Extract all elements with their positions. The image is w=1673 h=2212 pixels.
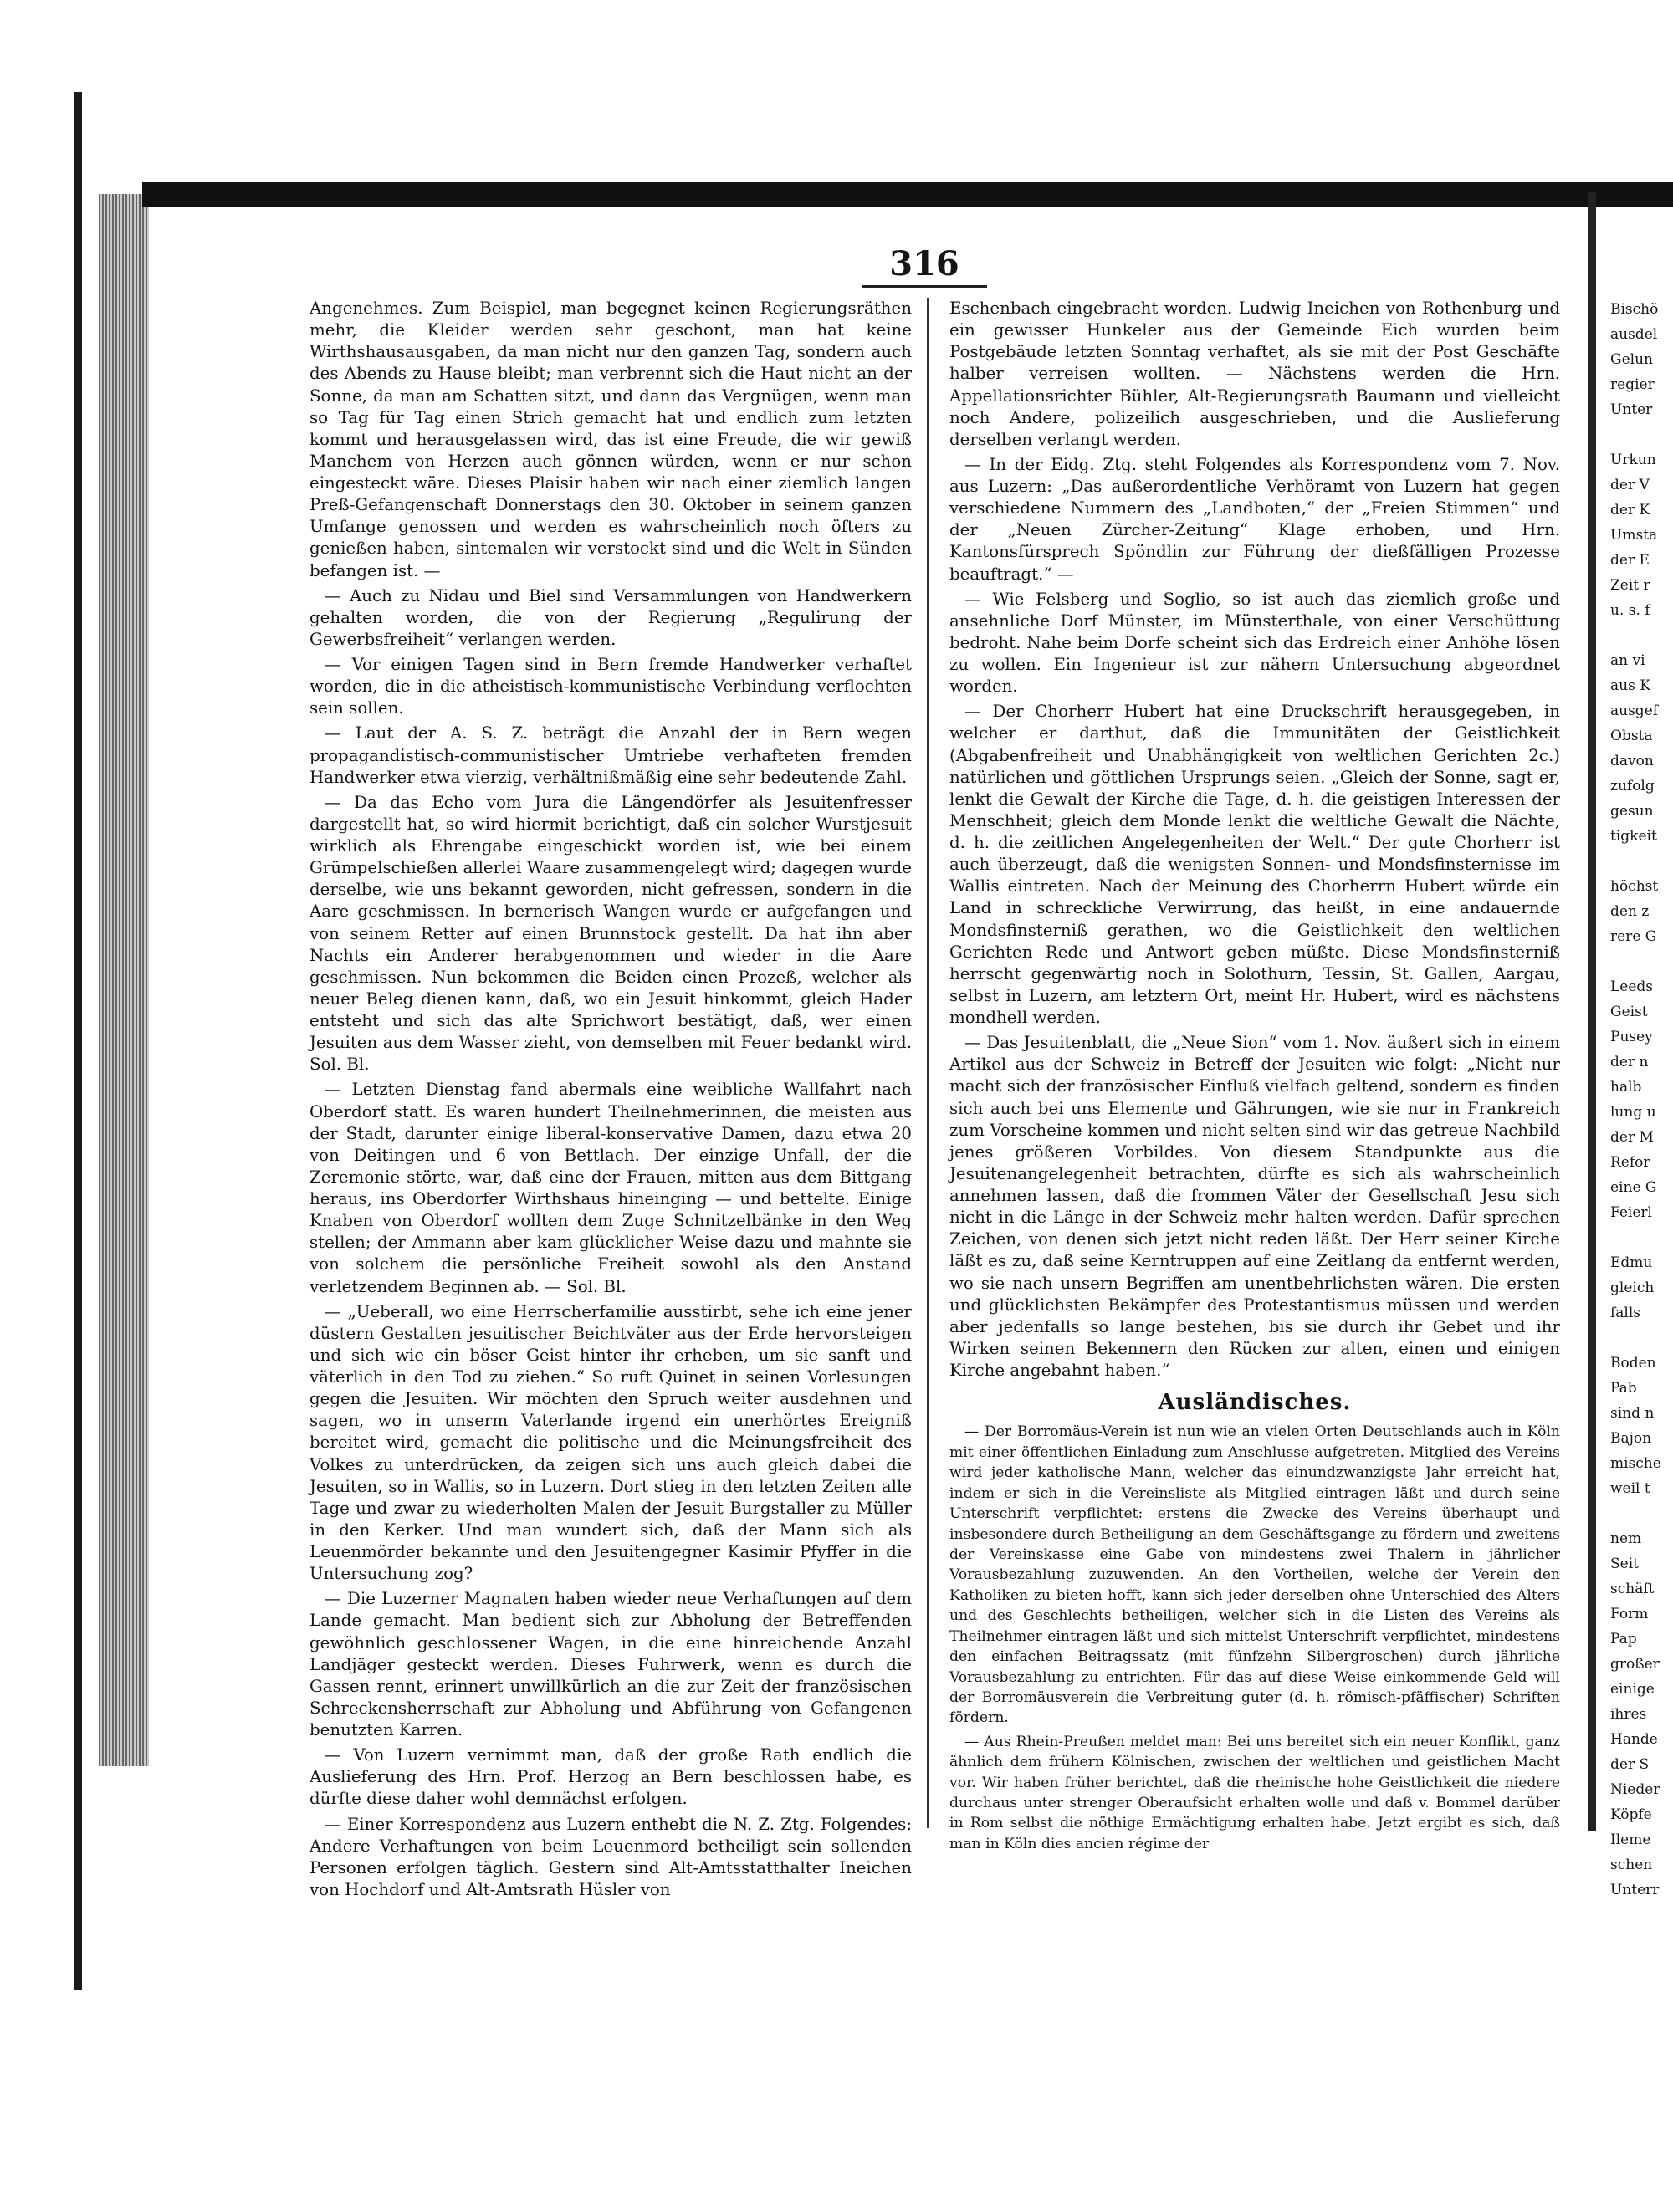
- right-column: [949, 298, 1560, 1857]
- margin-fragment: aus K: [1610, 677, 1650, 694]
- margin-fragment: großer: [1610, 1656, 1660, 1673]
- margin-fragment: Pab: [1610, 1380, 1637, 1397]
- paragraph: Eschenbach eingebracht worden. Ludwig Ineichen von Rothenburg und ein gewisser Hunkeler aus der Gemeinde Eich wurden beim Postgebäude letzten Sonntag verhaftet, als sie mit der Post Geschäfte halber verreisen wollten. — Nächstens werden die Hrn. Appellationsrichter Bühler, Alt-Regierungsrath Baumann und vielleicht noch Andere, polizeilich ausgeschrieben, und die Auslieferung derselben verlangt werden.: [949, 299, 1560, 449]
- margin-fragment: [1610, 950, 1673, 975]
- margin-fragment: ihres: [1610, 1706, 1647, 1723]
- margin-fragment: rere G: [1610, 928, 1657, 945]
- margin-fragment: Urkun: [1610, 452, 1656, 468]
- margin-fragment: Ileme: [1610, 1831, 1651, 1848]
- margin-fragment: [1610, 1502, 1673, 1527]
- margin-fragment: regier: [1610, 376, 1655, 393]
- margin-fragment: weil t: [1610, 1480, 1650, 1497]
- margin-fragment: Unterr: [1610, 1882, 1660, 1898]
- page-number: 316: [862, 244, 987, 288]
- section-heading-foreign: Ausländisches.: [1158, 1390, 1352, 1416]
- next-page-fragments: [1610, 298, 1673, 1903]
- margin-fragment: Zeit r: [1610, 577, 1650, 594]
- margin-fragment: Nieder: [1610, 1781, 1660, 1798]
- paragraph: Angenehmes. Zum Beispiel, man begegnet keinen Regierungsräthen mehr, die Kleider werden sehr geschont, man hat keine Wirthshausausgaben, da man nicht nur den ganzen Tag, sondern auch des Abends zu Hause bleibt; man verbrennt sich die Haut nicht an der Sonne, da man am Schatten sitzt, und dann das Vergnügen, wenn man so Tag für Tag einen Strich gemacht hat und endlich zum letzten kommt und herausgelassen wird, das ist eine Freude, die wir gewiß Manchem von Herzen auch gönnen würden, wenn er nur schon eingesteckt wäre. Dieses Plaisir haben wir nach einer ziemlich langen Preß-Gefangenschaft Donnerstags den 30. Oktober in seinem ganzen Umfange genossen und werden es wahrscheinlich noch öfters zu genießen haben, sintemalen wir verstockt sind und die Welt in Sünden befangen ist. —: [310, 299, 912, 580]
- foreign-news: [949, 1422, 1560, 1854]
- page-gutter: [1588, 192, 1596, 1831]
- margin-fragment: Pusey: [1610, 1029, 1653, 1045]
- margin-fragment: mische: [1610, 1455, 1661, 1472]
- margin-fragment: gleich: [1610, 1280, 1655, 1296]
- margin-fragment: einige: [1610, 1681, 1655, 1698]
- margin-fragment: ausgef: [1610, 702, 1659, 719]
- margin-fragment: Hande: [1610, 1731, 1658, 1748]
- margin-fragment: Form: [1610, 1606, 1649, 1622]
- margin-fragment: Pap: [1610, 1631, 1637, 1648]
- margin-fragment: den z: [1610, 903, 1650, 920]
- paragraph: — Vor einigen Tagen sind in Bern fremde Handwerker verhaftet worden, die in die atheistisch-kommunistische Verbindung verflochten sein sollen.: [310, 655, 912, 718]
- margin-fragment: nem: [1610, 1530, 1642, 1547]
- margin-fragment: ausdel: [1610, 326, 1658, 343]
- paragraph: — Von Luzern vernimmt man, daß der große Rath endlich die Auslieferung des Hrn. Prof. Herzog an Bern beschlossen habe, es dürfte diese daher wohl demnächst erfolgen.: [310, 1745, 912, 1809]
- margin-fragment: Boden: [1610, 1355, 1656, 1372]
- margin-fragment: der S: [1610, 1756, 1650, 1773]
- margin-fragment: lung u: [1610, 1104, 1656, 1121]
- paragraph: — Letzten Dienstag fand abermals eine weibliche Wallfahrt nach Oberdorf statt. Es waren hundert Theilnehmerinnen, die meisten aus der Stadt, darunter einige liberal-konservative Damen, dazu etwa 20 von Deitingen und 6 von Bettlach. Der einzige Unfall, der die Zeremonie störte, war, daß eine der Frauen, mitten aus dem Bittgang heraus, ins Oberdorfer Wirthshaus hineinging — und bettelte. Einige Knaben von Oberdorf wollten dem Zuge Schnitzelbänke in den Weg stellen; der Ammann aber kam glücklicher Weise dazu und mahnte sie von solchem die persönliche Freiheit sowohl als den Anstand verletzendem Beginnen ab. — Sol. Bl.: [310, 1080, 912, 1296]
- paragraph: — Laut der A. S. Z. beträgt die Anzahl der in Bern wegen propagandistisch-communistischer Umtriebe verhafteten fremden Handwerker etwa vierzig, verhältnißmäßig eine sehr bedeutende Zahl.: [310, 723, 912, 787]
- paragraph: — In der Eidg. Ztg. steht Folgendes als Korrespondenz vom 7. Nov. aus Luzern: „Das außerordentliche Verhöramt von Luzern hat gegen verschiedene Nummern des „Landboten,“ der „Freien Stimmen“ und der „Neuen Zürcher-Zeitung“ Klage erhoben, und Hrn. Kantonsfürsprech Spöndlin zur Führung der dießfälligen Prozesse beauftragt.“ —: [949, 454, 1560, 584]
- margin-fragment: Leeds: [1610, 978, 1654, 995]
- margin-fragment: höchst: [1610, 878, 1659, 895]
- margin-fragment: tigkeit: [1610, 828, 1657, 845]
- margin-fragment: u. s. f: [1610, 602, 1650, 619]
- margin-fragment: [1610, 624, 1673, 649]
- margin-fragment: an vi: [1610, 652, 1645, 669]
- margin-fragment: falls: [1610, 1305, 1641, 1321]
- margin-fragment: Gelun: [1610, 351, 1653, 368]
- margin-fragment: der E: [1610, 552, 1650, 569]
- margin-fragment: Seit: [1610, 1556, 1639, 1572]
- margin-fragment: Umsta: [1610, 527, 1658, 544]
- paragraph: — Die Luzerner Magnaten haben wieder neue Verhaftungen auf dem Lande gemacht. Man bedient sich zur Abholung der Betreffenden gewöhnlich geschlossener Wagen, in die eine hinreichende Anzahl Landjäger gesteckt werden. Dieses Fuhrwerk, wenn es durch die Gassen rennt, erinnert unwillkürlich an die zur Zeit der französischen Schreckensherrschaft zur Abholung und Abführung von Gefangenen benutzten Karren.: [310, 1589, 912, 1739]
- margin-fragment: Geist: [1610, 1004, 1648, 1020]
- margin-fragment: schen: [1610, 1857, 1653, 1873]
- left-column: [310, 298, 912, 1904]
- margin-fragment: [1610, 423, 1673, 448]
- margin-fragment: [1610, 1226, 1673, 1251]
- margin-fragment: sind n: [1610, 1405, 1655, 1422]
- margin-fragment: schäft: [1610, 1581, 1655, 1597]
- margin-fragment: Köpfe: [1610, 1806, 1652, 1823]
- margin-fragment: Unter: [1610, 401, 1653, 418]
- margin-fragment: der K: [1610, 502, 1650, 519]
- margin-fragment: eine G: [1610, 1179, 1657, 1196]
- margin-fragment: Obsta: [1610, 728, 1653, 744]
- margin-fragment: Feierl: [1610, 1204, 1652, 1221]
- column-divider: [927, 298, 929, 1828]
- scan-border-left: [74, 92, 82, 1990]
- margin-fragment: davon: [1610, 753, 1654, 769]
- book-spine: [99, 194, 149, 1766]
- margin-fragment: gesun: [1610, 803, 1654, 820]
- margin-fragment: halb: [1610, 1079, 1642, 1096]
- margin-fragment: Refor: [1610, 1154, 1650, 1171]
- paragraph: — Der Borromäus-Verein ist nun wie an vielen Orten Deutschlands auch in Köln mit einer öffentlichen Einladung zum Anschlusse aufgetreten. Mitglied des Vereins wird jeder katholische Mann, welcher das einundzwanzigste Jahr erreicht hat, indem er sich in die Vereinsliste als Mitglied eintragen läßt und durch seine Unterschrift verpflichtet: erstens die Zwecke des Vereins überhaupt und insbesondere durch Betheiligung an dem Geschäftsgange zu fördern und zweitens der Vereinskasse eine Gabe von mindestens zwei Thalern in jährlicher Vorausbezahlung zuzuwenden. An den Vortheilen, welche der Verein den Katholiken zu bieten hofft, kann sich jeder derselben ohne Unterschied des Alters und des Geschlechts betheiligen, welcher sich in die Listen des Vereins als Theilnehmer eintragen läßt und sich mittelst Unterschrift verpflichtet, mindestens den einfachen Beitragssatz (mit fünfzehn Silbergroschen) durch jährliche Vorausbezahlung zu entrichten. Für das auf diese Weise einkommende Geld will der Borromäusverein die Verbreitung guter (d. h. römisch-pfäffischer) Schriften fördern.: [949, 1423, 1560, 1727]
- paragraph: — Aus Rhein-Preußen meldet man: Bei uns bereitet sich ein neuer Konflikt, ganz ähnlich dem frühern Kölnischen, zwischen der weltlichen und geistlichen Macht vor. Wir haben früher berichtet, daß die rheinische hohe Geistlichkeit die niedere durchaus unter strenger Oberaufsicht erhalten wolle und daß v. Bommel darüber in Rom selbst die nöthige Ermächtigung erhalten habe. Jetzt ergibt es sich, daß man in Köln dies ancien régime der: [949, 1733, 1560, 1852]
- margin-fragment: der n: [1610, 1054, 1649, 1070]
- paragraph: — Der Chorherr Hubert hat eine Druckschrift herausgegeben, in welcher er darthut, daß die Immunitäten der Geistlichkeit (Abgabenfreiheit und Unabhängigkeit von weltlichen Gerichten 2c.) natürlichen und göttlichen Ursprungs seien. „Gleich der Sonne, sagt er, lenkt die Gewalt der Kirche die Tage, d. h. die geistigen Interessen der Menschheit; gleich dem Monde lenkt die weltliche Gewalt die Nächte, d. h. die zeitlichen Angelegenheiten der Welt.“ Der gute Chorherr ist auch überzeugt, daß die wenigsten Sonnen- und Mondsfinsternisse im Wallis eintreten. Nach der Meinung des Chorherrn Hubert würde ein Land in schreckliche Verwirrung, das heißt, in eine andauernde Mondsfinsterniß gerathen, wo die Geistlichkeit den weltlichen Gerichten Rede und Antwort geben müßte. Diese Mondsfinsterniß herrscht gegenwärtig noch in Solothurn, Tessin, St. Gallen, Aargau, selbst in Luzern, am letztern Ort, meint Hr. Hubert, wird es nächstens mondhell werden.: [949, 702, 1560, 1027]
- margin-fragment: Bajon: [1610, 1430, 1652, 1447]
- margin-fragment: [1610, 1326, 1673, 1351]
- margin-fragment: [1610, 850, 1673, 875]
- paragraph: — Das Jesuitenblatt, die „Neue Sion“ vom 1. Nov. äußert sich in einem Artikel aus der Schweiz in Betreff der Jesuiten wie folgt: „Nicht nur macht sich der französischer Einfluß vielfach geltend, sondern es finden sich auch bei uns Elemente und Gährungen, wie sie nur in Frankreich zum Vorscheine kommen und nicht selten sind wir das getreue Nachbild jenes größeren Vorbildes. Von diesem Standpunkte aus die Jesuitenangelegenheit betrachten, dürfte es sich als wahrscheinlich annehmen lassen, daß die frommen Väter der Gesellschaft Jesu sich nicht in die Länge in der Schweiz mehr halten werden. Dafür sprechen Zeichen, von denen sich jetzt nicht reden läßt. Der Herr seiner Kirche läßt es zu, daß seine Kerntruppen auf eine Zeitlang da entfernt werden, wo sie nach unsern Begriffen am unentbehrlichsten wären. Die ersten und glücklichsten Bekämpfer des Protestantismus müssen und werden aber jedenfalls so lange bestehen, bis sie durch ihr Gebet und ihr Wirken seinen Bekennern den Rücken zur alten, einen und einigen Kirche angebahnt haben.“: [949, 1033, 1560, 1380]
- paragraph: — „Ueberall, wo eine Herrscherfamilie ausstirbt, sehe ich eine jener düstern Gestalten jesuitischer Beichtväter aus der Erde hervorsteigen und sich wie ein böser Geist hinter ihr erheben, um sie sanft und väterlich in den Tod zu ziehen.“ So ruft Quinet in seinen Vorlesungen gegen die Jesuiten. Wir möchten den Spruch weiter ausdehnen und sagen, wo in unserm Vaterlande irgend ein unerhörtes Ereigniß bereitet wird, gemacht die politische und die Meinungsfreiheit des Volkes zu unterdrücken, da zeigen sich uns auch gleich dabei die Jesuiten, so in Wallis, so in Luzern. Dort stieg in den letzten Zeiten alle Tage und zwar zu wiederholten Malen der Jesuit Burgstaller zu Müller in den Kerker. Und man wundert sich, daß der Mann sich als Leuenmörder bekannte und den Jesuitengegner Kasimir Pfyffer in die Untersuchung zog?: [310, 1301, 912, 1584]
- paragraph: — Da das Echo vom Jura die Längendörfer als Jesuitenfresser dargestellt hat, so wird hiermit berichtigt, daß ein solcher Wurstjesuit wirklich als Ehrengabe eingeschickt worden ist, wie bei einem Grümpelschießen allerlei Waare zusammengelegt wird; dagegen wurde derselbe, wie uns bekannt geworden, nicht gefressen, sondern in die Aare geschmissen. In bernerisch Wangen wurde er aufgefangen und von seinem Retter auf einen Brunnstock gestellt. Da hat ihn aber Nachts ein Anderer herabgenommen und wieder in die Aare geschmissen. Nun bekommen die Beiden einen Prozeß, welcher als neuer Beleg dienen kann, daß, wo ein Jesuit hinkommt, gleich Hader entsteht und sich das alte Sprichwort bestätigt, daß, wer einen Jesuiten aus dem Wasser zieht, von demselben mit Feuer bedankt wird. Sol. Bl.: [310, 792, 912, 1075]
- margin-fragment: Bischö: [1610, 301, 1659, 318]
- paragraph: — Einer Korrespondenz aus Luzern enthebt die N. Z. Ztg. Folgendes: Andere Verhaftungen von beim Leuenmord betheiligt sein sollenden Personen erfolgen täglich. Gestern sind Alt-Amtsstatthalter Ineichen von Hochdorf und Alt-Amtsrath Hüsler von: [310, 1814, 912, 1899]
- margin-fragment: der V: [1610, 477, 1650, 493]
- margin-fragment: zufolg: [1610, 778, 1655, 794]
- margin-fragment: der M: [1610, 1129, 1654, 1146]
- paragraph: — Wie Felsberg und Soglio, so ist auch das ziemlich große und ansehnliche Dorf Münster, im Münsterthale, von einer Verschüttung bedroht. Nahe beim Dorfe scheint sich das Erdreich einer Anhöhe lösen zu wollen. Ein Ingenieur ist zur nähern Untersuchung abgeordnet worden.: [949, 589, 1560, 697]
- paragraph: — Auch zu Nidau und Biel sind Versammlungen von Handwerkern gehalten worden, die von der Regierung „Regulirung der Gewerbsfreiheit“ verlangen werden.: [310, 585, 912, 649]
- margin-fragment: Edmu: [1610, 1254, 1653, 1271]
- scan-top-bar: [142, 182, 1673, 207]
